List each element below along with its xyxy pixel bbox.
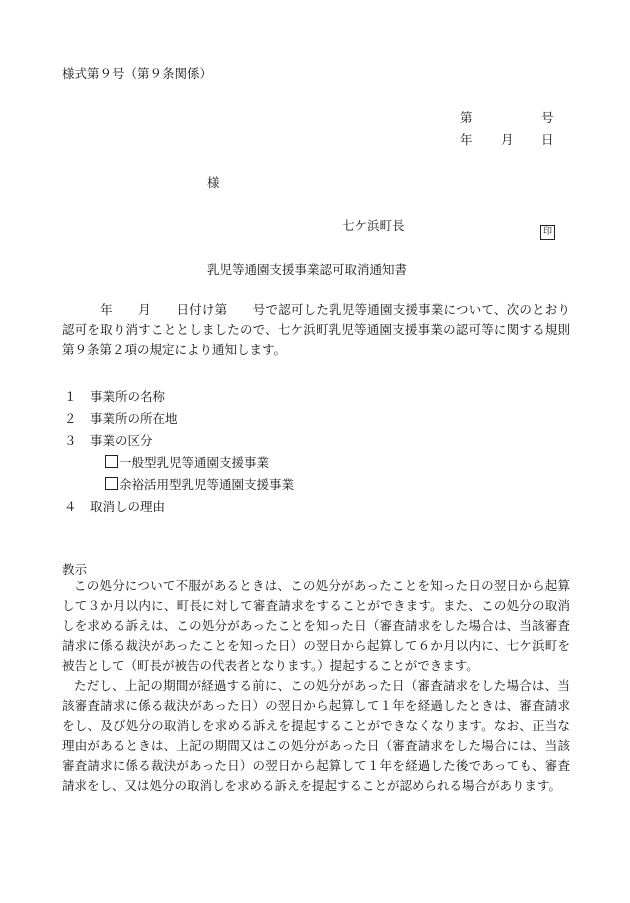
option-general-label: 一般型乳児等通園支援事業 (119, 455, 270, 470)
option-general[interactable] (105, 455, 269, 471)
form-label: 様式第９号（第９条関係） (62, 66, 213, 81)
seal-mark (540, 219, 555, 240)
item-4-label: 取消しの理由 (90, 499, 166, 514)
addressee-suffix: 様 (207, 175, 220, 190)
checkbox-icon[interactable] (105, 455, 118, 468)
number-suffix: 号 (541, 110, 554, 125)
item-1-number: １ (64, 389, 77, 404)
date-month: 月 (501, 132, 514, 147)
item-1-label: 事業所の名称 (90, 389, 166, 404)
option-surplus-label: 余裕活用型乳児等通園支援事業 (119, 477, 295, 492)
issuer: 七ケ浜町長 (342, 218, 405, 233)
checkbox-icon[interactable] (105, 477, 118, 490)
date-year: 年 (460, 132, 473, 147)
item-3-number: ３ (64, 433, 77, 448)
item-4-number: ４ (64, 499, 77, 514)
notice-heading: 教示 (62, 562, 88, 577)
number-prefix: 第 (460, 110, 473, 125)
seal-icon: 印 (540, 225, 555, 240)
document-title: 乳児等通園支援事業認可取消通知書 (207, 262, 408, 277)
option-surplus[interactable] (105, 477, 294, 493)
notice-paragraph-1: この処分について不服があるときは、この処分があったことを知った日の翌日から起算して３か月以内に、町長に対して審査請求をすることができます。また、この処分の取消しを求める訴えは、この処分があったことを知った日（審査請求をした場合は、当該審査請求に係る裁決があったことを知った日）の翌日から起算して６か月以内に、七ケ浜町を被告として（町長が被告の代表者となります。）提起することができます。 (62, 578, 570, 673)
item-2-label: 事業所の所在地 (90, 411, 178, 426)
item-3-label: 事業の区分 (90, 433, 153, 448)
date-day: 日 (541, 132, 554, 147)
body-text: 年 月 日付け第 号で認可した乳児等通園支援事業について、次のとおり認可を取り消すこととしましたので、七ケ浜町乳児等通園支援事業の認可等に関する規則第９条第２項の規定により通知します。 (62, 302, 570, 357)
notice-paragraph-2: ただし、上記の期間が経過する前に、この処分があった日（審査請求をした場合は、当該審査請求に係る裁決があった日）の翌日から起算して１年を経過したときは、審査請求をし、及び処分の取消しを求める訴えを提起することができなくなります。なお、正当な理由があるときは、上記の期間又はこの処分があった日（審査請求をした場合には、当該審査請求に係る裁決があった日）の翌日から起算して１年を経過した後であっても、審査請求をし、又は処分の取消しを求める訴えを提起することが認められる場合があります。 (62, 678, 570, 793)
item-2-number: ２ (64, 411, 77, 426)
